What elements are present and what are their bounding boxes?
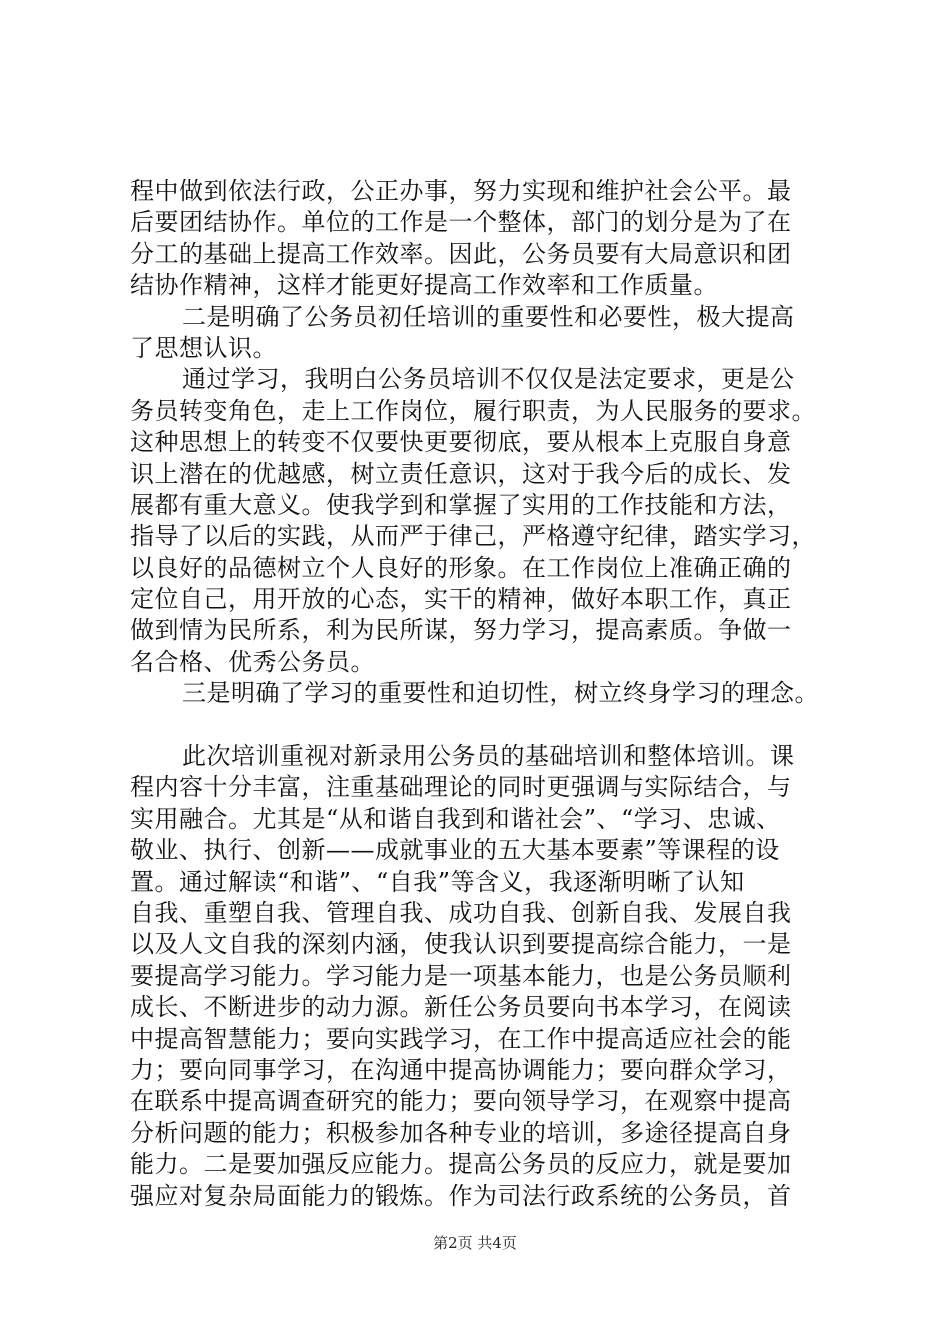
text-line: 程内容十分丰富，注重基础理论的同时更强调与实际结合，与: [130, 773, 792, 802]
text-line: 这种思想上的转变不仅要快更要彻底，要从根本上克服自身意: [130, 428, 792, 457]
text-line: 识上潜在的优越感，树立责任意识，这对于我今后的成长、发: [130, 459, 792, 488]
text-line: 务员转变角色，走上工作岗位，履行职责，为人民服务的要求。: [130, 396, 816, 425]
text-line: 分工的基础上提高工作效率。因此，公务员要有大局意识和团: [130, 239, 792, 268]
paragraph-heading-line: 二是明确了公务员初任培训的重要性和必要性，极大提高: [182, 302, 795, 331]
text-line: 程中做到依法行政，公正办事，努力实现和维护社会公平。最: [130, 177, 792, 205]
text-line: 敬业、执行、创新——成就事业的五大基本要素”等课程的设: [130, 836, 780, 865]
text-line: 定位自己，用开放的心态，实干的精神，做好本职工作，真正: [130, 585, 792, 614]
text-line: 成长、不断进步的动力源。新任公务员要向书本学习，在阅读: [130, 993, 792, 1022]
text-line: 置。通过解读“和谐”、“自我”等含义，我逐渐明晰了认知: [130, 867, 745, 896]
text-line: 实用融合。尤其是“从和谐自我到和谐社会”、“学习、忠诚、: [130, 804, 781, 833]
paragraph-heading-line: 三是明确了学习的重要性和迫切性，树立终身学习的理念。: [182, 679, 819, 708]
paragraph-start-line: 通过学习，我明白公务员培训不仅仅是法定要求，更是公: [182, 365, 795, 394]
text-line: 了思想认识。: [130, 333, 277, 362]
text-line: 强应对复杂局面能力的锻炼。作为司法行政系统的公务员，首: [130, 1181, 792, 1210]
text-line: 后要团结协作。单位的工作是一个整体，部门的划分是为了在: [130, 208, 792, 237]
text-line: 以良好的品德树立个人良好的形象。在工作岗位上准确正确的: [130, 553, 792, 582]
paragraph-gap: [130, 710, 830, 741]
text-line: 以及人文自我的深刻内涵，使我认识到要提高综合能力，一是: [130, 930, 792, 959]
text-line: 结协作精神，这样才能更好提高工作效率和工作质量。: [130, 271, 718, 300]
text-line: 自我、重塑自我、管理自我、成功自我、创新自我、发展自我: [130, 898, 792, 927]
text-line: 中提高智慧能力；要向实践学习，在工作中提高适应社会的能: [130, 1024, 792, 1053]
text-line: 在联系中提高调查研究的能力；要向领导学习，在观察中提高: [130, 1087, 792, 1116]
text-line: 能力。二是要加强反应能力。提高公务员的反应力，就是要加: [130, 1150, 792, 1179]
text-line: 做到情为民所系，利为民所谋，努力学习，提高素质。争做一: [130, 616, 792, 645]
text-line: 要提高学习能力。学习能力是一项基本能力，也是公务员顺利: [130, 961, 792, 990]
text-line: 指导了以后的实践，从而严于律己，严格遵守纪律，踏实学习，: [130, 522, 816, 551]
document-body: [130, 176, 830, 1212]
text-line: 名合格、优秀公务员。: [130, 647, 375, 676]
paragraph-start-line: 此次培训重视对新录用公务员的基础培训和整体培训。课: [182, 742, 795, 771]
page-footer: 第2页 共4页: [433, 1234, 517, 1252]
text-line: 分析问题的能力；积极参加各种专业的培训，多途径提高自身: [130, 1118, 792, 1147]
text-line: 力；要向同事学习，在沟通中提高协调能力；要向群众学习，: [130, 1055, 792, 1084]
text-line: 展都有重大意义。使我学到和掌握了实用的工作技能和方法，: [130, 490, 792, 519]
